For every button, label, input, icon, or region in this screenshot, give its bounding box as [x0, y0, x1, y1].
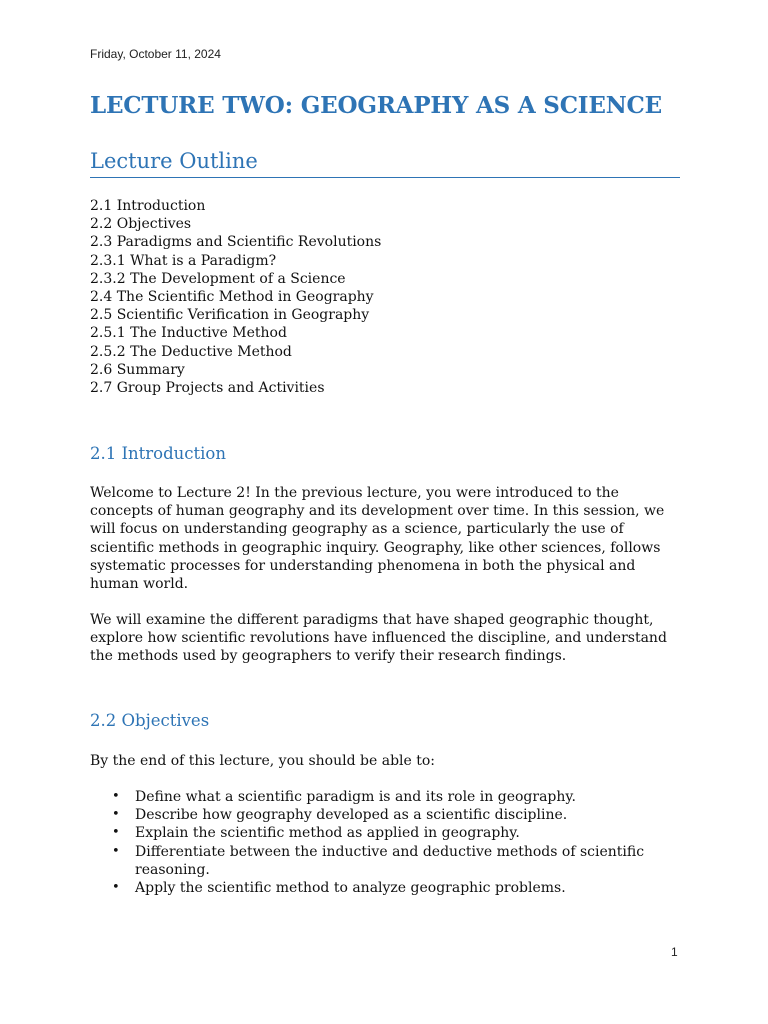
- introduction-heading: 2.1 Introduction: [90, 444, 226, 463]
- outline-item: 2.3 Paradigms and Scientific Revolutions: [90, 234, 382, 251]
- objective-text: Differentiate between the inductive and deductive methods of scientific reasoning.: [135, 843, 645, 878]
- objective-item: [110, 824, 680, 842]
- outline-item: 2.4 The Scientific Method in Geography: [90, 289, 374, 306]
- objective-text: Define what a scientific paradigm is and its role in geography.: [135, 789, 576, 805]
- bullet-icon: •: [112, 843, 120, 859]
- outline-item: 2.3.1 What is a Paradigm?: [90, 252, 277, 269]
- bullet-icon: •: [112, 825, 120, 841]
- outline-item: 2.7 Group Projects and Activities: [90, 380, 325, 397]
- page-number: 1: [671, 945, 678, 959]
- objective-item: [110, 806, 680, 824]
- outline-item: 2.5.2 The Deductive Method: [90, 343, 292, 360]
- objective-item: [110, 788, 680, 806]
- bullet-icon: •: [112, 807, 120, 823]
- objective-text: Explain the scientific method as applied in geography.: [135, 825, 520, 842]
- introduction-paragraph-1: Welcome to Lecture 2! In the previous lecture, you were introduced to the concepts of human geography and its development over time. In this session, we will focus on understanding geography as a science, particularly the use of scientific methods in geographic inquiry. Geography, like other sciences, follows systematic processes for understanding phenomena in both the physical and human world.: [90, 485, 665, 593]
- bullet-icon: •: [112, 789, 120, 804]
- outline-item: 2.2 Objectives: [90, 216, 192, 233]
- objective-item: [110, 843, 680, 879]
- objectives-heading: 2.2 Objectives: [90, 711, 210, 730]
- objectives-list: [110, 788, 680, 897]
- header-date: Friday, October 11, 2024: [90, 47, 221, 61]
- outline-item: 2.5.1 The Inductive Method: [90, 325, 287, 342]
- introduction-paragraph-2: We will examine the different paradigms that have shaped geographic thought, explore how scientific revolutions have influenced the discipline, and understand the methods used by geographers to verify their research findings.: [90, 612, 667, 665]
- outline-item: 2.6 Summary: [90, 361, 185, 378]
- outline-item: 2.3.2 The Development of a Science: [90, 270, 346, 287]
- objective-text: Apply the scientific method to analyze geographic problems.: [135, 880, 566, 897]
- outline-item: 2.5 Scientific Verification in Geography: [90, 307, 370, 324]
- outline-item: 2.1 Introduction: [90, 198, 206, 214]
- bullet-icon: •: [112, 880, 120, 896]
- outline-list: [90, 197, 381, 397]
- outline-heading: Lecture Outline: [90, 149, 680, 178]
- objective-item: [110, 879, 680, 897]
- lecture-title: LECTURE TWO: GEOGRAPHY AS A SCIENCE: [90, 92, 662, 119]
- objectives-intro: By the end of this lecture, you should be able to:: [90, 753, 436, 769]
- objective-text: Describe how geography developed as a scientific discipline.: [135, 807, 568, 824]
